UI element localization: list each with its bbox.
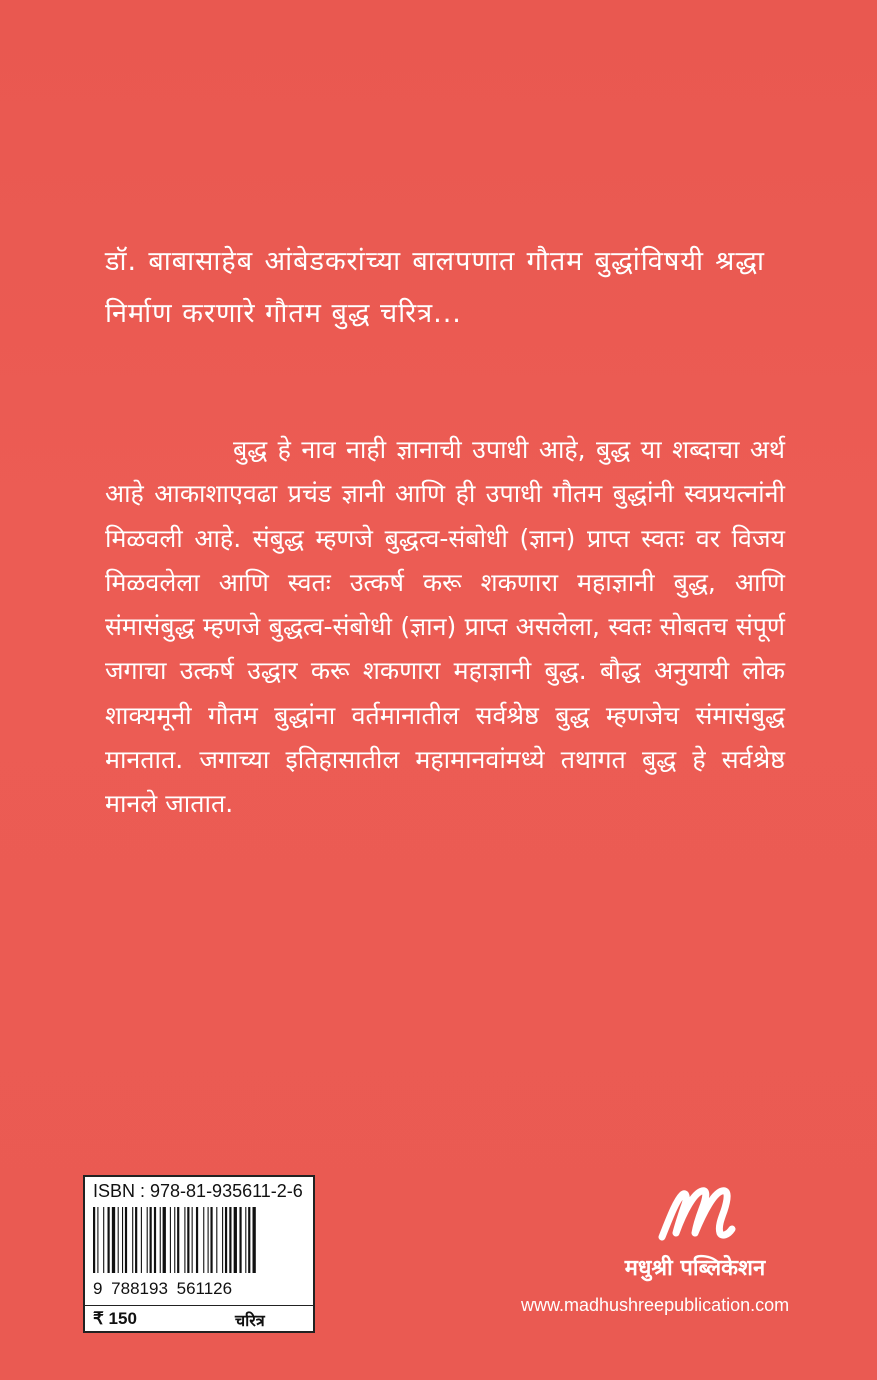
- tagline: डॉ. बाबासाहेब आंबेडकरांच्या बालपणात गौतम बुद्धांविषयी श्रद्धा निर्माण करणारे गौतम बुद्ध चरित्र...: [105, 246, 765, 329]
- barcode-stripe: [97, 1207, 98, 1273]
- barcode-stripe: [239, 1207, 241, 1273]
- barcode-stripe: [203, 1207, 204, 1273]
- barcode-stripe: [177, 1207, 179, 1273]
- barcode-stripe: [163, 1207, 166, 1273]
- barcode-stripe: [147, 1207, 148, 1273]
- barcode-stripe: [154, 1207, 156, 1273]
- barcode-stripe: [187, 1207, 189, 1273]
- barcode-stripe: [141, 1207, 142, 1273]
- barcode-stripe: [248, 1207, 250, 1273]
- category-label: चरित्र: [235, 1311, 265, 1330]
- price-label: ₹ 150: [93, 1309, 137, 1328]
- publisher-name: मधुश्री पब्लिकेशन: [624, 1256, 766, 1281]
- barcode-stripe: [160, 1207, 161, 1273]
- barcode-bars: [93, 1207, 307, 1273]
- barcode-stripe: [170, 1207, 171, 1273]
- barcode-stripe: [118, 1207, 119, 1273]
- publisher-logo: [656, 1183, 736, 1245]
- barcode-stripe: [229, 1207, 231, 1273]
- barcode-stripe: [103, 1207, 104, 1273]
- synopsis-paragraph: [105, 428, 785, 827]
- barcode-stripe: [112, 1207, 115, 1273]
- barcode-stripe: [196, 1207, 198, 1273]
- barcode-stripe: [216, 1207, 217, 1273]
- barcode-digits: 9 788193 561126: [93, 1279, 233, 1298]
- barcode-stripe: [208, 1207, 209, 1273]
- barcode-stripe: [192, 1207, 193, 1273]
- barcode-stripe: [184, 1207, 185, 1273]
- barcode-stripe: [122, 1207, 123, 1273]
- synopsis-text: बुद्ध हे नाव नाही ज्ञानाची उपाधी आहे, बुद्ध या शब्दाचा अर्थ आहे आकाशाएवढा प्रचंड ज्ञानी आणि ही उपाधी गौतम बुद्धांनी स्वप्रयत्नांनी मिळवली आहे. संबुद्ध म्हणजे बुद्धत्व-संबोधी (ज्ञान) प्राप्त स्वतः वर विजय मिळवलेला आणि स्वतः उत्कर्ष करू शकणारा महाज्ञानी बुद्ध, आणि संमासंबुद्ध म्हणजे बुद्धत्व-संबोधी (ज्ञान) प्राप्त असलेला, स्वतः सोबतच संपूर्ण जगाचा उत्कर्ष उद्धार करू शकणारा महाज्ञानी बुद्ध. बौद्ध अनुयायी लोक शाक्यमूनी गौतम बुद्धांना वर्तमानातील सर्वश्रेष्ठ बुद्ध म्हणजेच संमासंबुद्ध मानतात. जगाच्या इतिहासातील महामानवांमध्ये तथागत बुद्ध हे सर्वश्रेष्ठ मानले जातात.: [105, 435, 785, 819]
- barcode-stripe: [93, 1207, 95, 1273]
- barcode-stripe: [174, 1207, 175, 1273]
- barcode-stripe: [125, 1207, 127, 1273]
- barcode-stripe: [234, 1207, 237, 1273]
- barcode-stripe: [225, 1207, 227, 1273]
- publisher-website[interactable]: www.madhushreepublication.com: [521, 1295, 790, 1315]
- barcode-stripe: [150, 1207, 152, 1273]
- isbn-label: ISBN : 978-81-935611-2-6: [93, 1181, 303, 1201]
- barcode-stripe: [222, 1207, 223, 1273]
- barcode-stripe: [245, 1207, 246, 1273]
- price-row: [85, 1305, 313, 1332]
- barcode-panel: [83, 1175, 315, 1333]
- barcode-stripe: [132, 1207, 133, 1273]
- barcode-stripe: [210, 1207, 212, 1273]
- barcode-stripe: [108, 1207, 110, 1273]
- barcode-stripe: [253, 1207, 256, 1273]
- barcode-stripe: [135, 1207, 137, 1273]
